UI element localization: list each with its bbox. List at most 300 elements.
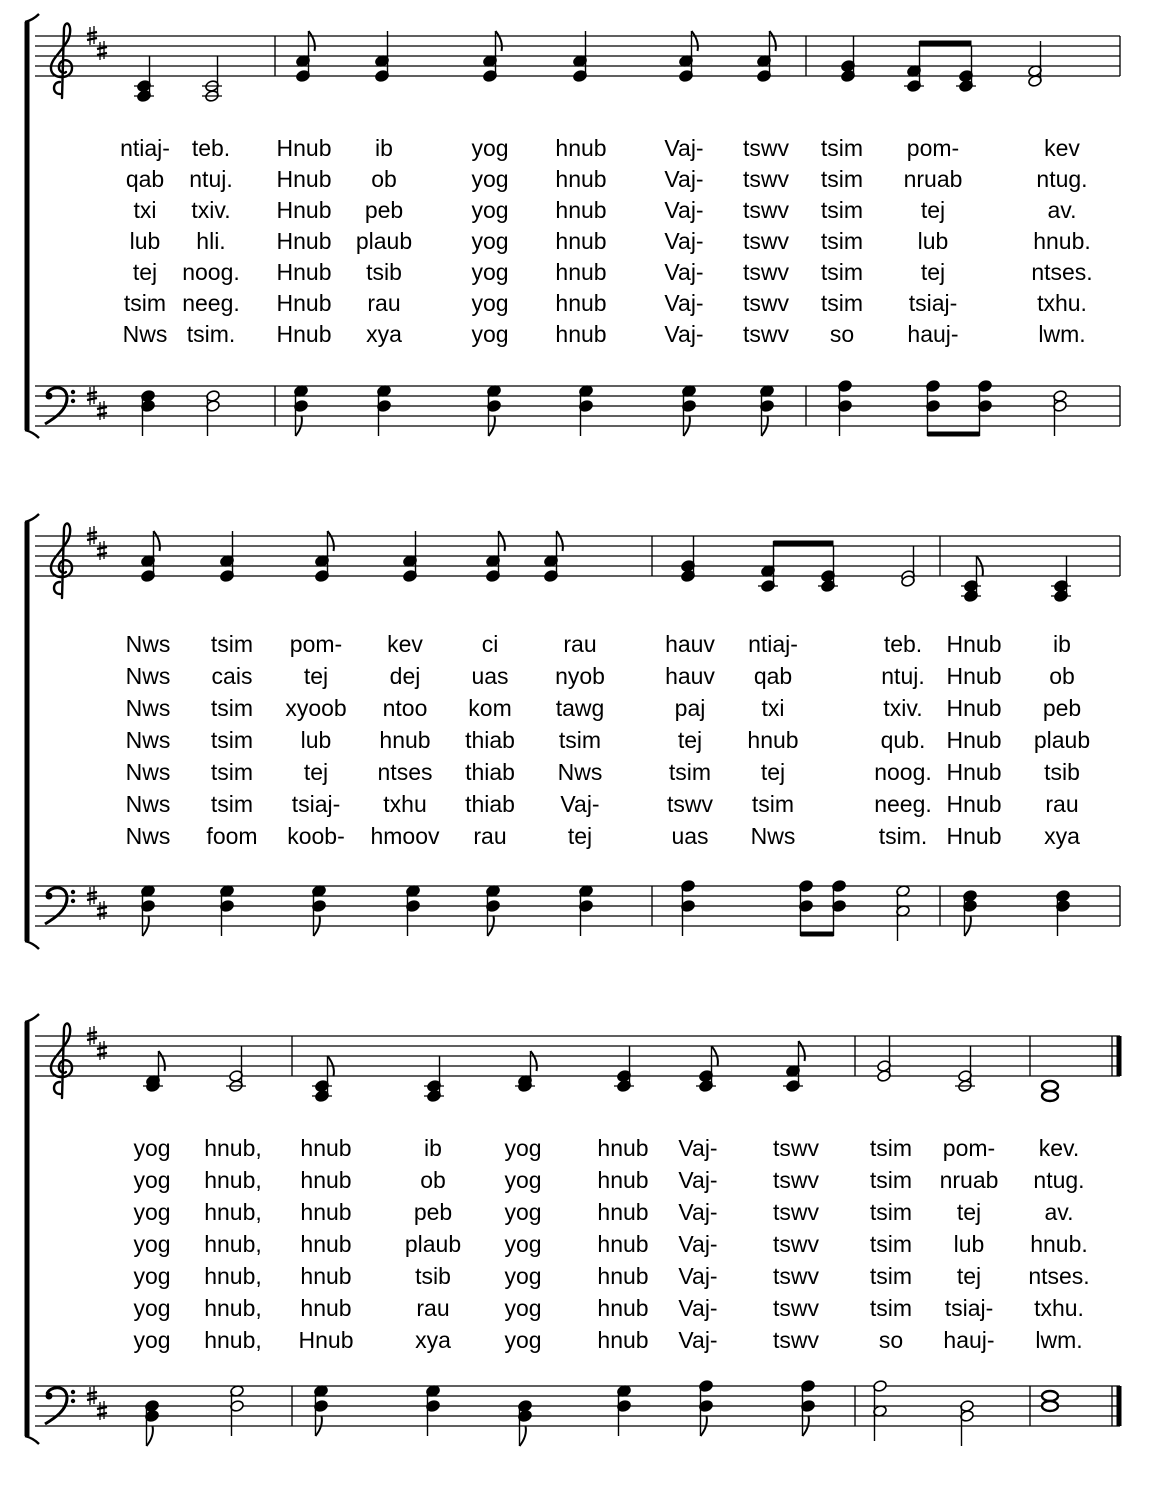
bass-clef-dot [46, 393, 53, 400]
lyric-syllable: tswv [773, 1231, 819, 1257]
lyric-syllable: uas [671, 823, 709, 849]
whole-note [1042, 1401, 1058, 1411]
bass-chord [206, 390, 221, 436]
bass-chord [960, 1400, 975, 1446]
sharp-icon [97, 1401, 107, 1420]
lyric-syllable: rau [563, 631, 597, 657]
lyric-syllable: hnub [597, 1167, 649, 1193]
lyric-syllable: ib [1053, 631, 1071, 657]
bass-chord [832, 880, 847, 936]
lyric-syllable: tsim [210, 791, 254, 817]
lyric-syllable: lub [917, 228, 949, 254]
treble-chord [783, 1041, 805, 1092]
lyric-syllable: lub [129, 228, 161, 254]
lyric-syllable: yog [133, 1135, 171, 1161]
lyric-syllable: yog [471, 228, 509, 254]
lyric-syllable: hnub [555, 228, 607, 254]
lyric-syllable: tsim [558, 727, 602, 753]
bass-chord [314, 1385, 329, 1436]
lyric-syllable: Hnub [276, 259, 332, 285]
bass-chord [518, 1400, 533, 1446]
whole-note [1042, 1091, 1058, 1101]
lyric-syllable: thiab [465, 727, 515, 753]
treble-chord [141, 531, 160, 582]
lyric-syllable: tswv [773, 1167, 819, 1193]
lyric-syllable: txiv. [191, 197, 231, 223]
lyric-syllable: neeg. [874, 791, 932, 817]
flag [692, 31, 698, 51]
lyric-syllable: peb [364, 197, 404, 223]
lyric-syllable: ntuj. [189, 166, 233, 192]
lyric-syllable: ntiaj- [120, 135, 170, 161]
lyric-syllable: yog [471, 166, 509, 192]
lyric-syllable: ntses. [1028, 1263, 1090, 1289]
lyric-syllable: hnub [555, 259, 607, 285]
lyric-syllable: plaub [355, 228, 413, 254]
lyric-syllable: lub [953, 1231, 985, 1257]
lyric-syllable: Vaj- [664, 290, 704, 316]
bass-chord [1053, 390, 1068, 436]
lyric-syllable: yog [471, 290, 509, 316]
lyric-syllable: Nws [125, 823, 171, 849]
lyric-syllable: Hnub [298, 1327, 354, 1353]
sharp-icon [97, 541, 107, 560]
bass-chord [926, 380, 941, 436]
treble-chord [573, 31, 588, 82]
lyric-syllable: tej [920, 259, 946, 285]
lyric-syllable: xya [415, 1327, 451, 1353]
lyric-syllable: noog. [874, 759, 932, 785]
lyric-syllable: txhu. [1037, 290, 1087, 316]
lyric-syllable: Nws [125, 791, 171, 817]
lyric-syllable: tsim [123, 290, 167, 316]
lyric-syllable: tswv [773, 1327, 819, 1353]
treble-chord [679, 31, 698, 82]
bass-staff [35, 886, 1120, 926]
lyric-syllable: ci [481, 631, 499, 657]
lyric-syllable: xyoob [285, 695, 347, 721]
lyric-syllable: tsiaj- [908, 290, 958, 316]
lyric-syllable: hmoov [370, 823, 440, 849]
lyric-syllable: ob [1049, 663, 1075, 689]
sharp-icon [97, 1041, 107, 1060]
lyric-syllable: ib [375, 135, 393, 161]
treble-chord [681, 536, 696, 582]
lyric-syllable: tswv [667, 791, 713, 817]
lyric-syllable: tsim [210, 695, 254, 721]
lyric-syllable: tsim [820, 228, 864, 254]
lyric-syllable: tsim [869, 1295, 913, 1321]
lyric-syllable: tsim [820, 290, 864, 316]
lyric-syllable: ntiaj- [748, 631, 798, 657]
bass-chord [801, 1380, 816, 1436]
lyric-syllable: nyob [555, 663, 605, 689]
lyric-syllable: teb. [191, 135, 231, 161]
lyric-syllable: tej [956, 1199, 982, 1225]
lyric-syllable: yog [133, 1263, 171, 1289]
lyric-syllable: Hnub [946, 791, 1002, 817]
sharp-icon [97, 401, 107, 420]
treble-chord [904, 41, 924, 92]
lyric-syllable: Vaj- [678, 1295, 718, 1321]
bass-clef-dot [71, 1399, 75, 1403]
bass-chord [294, 385, 309, 436]
lyric-syllable: Hnub [946, 695, 1002, 721]
treble-chord [841, 36, 856, 82]
lyric-syllable: hnub, [204, 1135, 262, 1161]
lyric-syllable: hnub [597, 1327, 649, 1353]
lyric-syllable: tswv [743, 166, 789, 192]
treble-staff [35, 1036, 1120, 1076]
lyric-syllable: hnub, [204, 1295, 262, 1321]
lyric-syllable: kom [468, 695, 512, 721]
lyric-syllable: rau [416, 1295, 450, 1321]
lyric-syllable: kev [1044, 135, 1080, 161]
lyric-syllable: pom- [289, 631, 343, 657]
lyric-syllable: hnub [555, 197, 607, 223]
lyric-syllable: tsib [415, 1263, 451, 1289]
lyric-syllable: Vaj- [664, 228, 704, 254]
flag [309, 31, 315, 51]
lyric-syllable: Vaj- [560, 791, 600, 817]
lyric-syllable: tswv [773, 1199, 819, 1225]
lyric-syllable: ntug. [1033, 1167, 1085, 1193]
lyric-syllable: hnub, [204, 1199, 262, 1225]
lyric-syllable: hnub [597, 1135, 649, 1161]
lyric-syllable: hnub [555, 290, 607, 316]
flag [531, 1051, 537, 1071]
lyric-syllable: Nws [557, 759, 603, 785]
flag [328, 531, 334, 551]
bass-chord [760, 385, 775, 436]
treble-chord [226, 1046, 246, 1092]
lyric-syllable: so [878, 1327, 904, 1353]
lyric-syllable: ntoo [382, 695, 428, 721]
bass-chord [145, 1400, 160, 1446]
lyric-syllable: yog [504, 1327, 542, 1353]
bass-chord [963, 890, 978, 936]
lyric-syllable: yog [504, 1231, 542, 1257]
lyric-syllable: Vaj- [678, 1135, 718, 1161]
lyric-syllable: Vaj- [664, 321, 704, 347]
treble-chord [143, 1051, 165, 1092]
sharp-icon [97, 41, 107, 60]
lyric-syllable: hnub, [204, 1263, 262, 1289]
bass-chord [896, 885, 911, 941]
lyric-syllable: tsim [869, 1199, 913, 1225]
lyric-syllable: Hnub [946, 631, 1002, 657]
lyric-syllable: hnub. [1033, 228, 1091, 254]
lyric-syllable: hnub. [1030, 1231, 1088, 1257]
lyric-syllable: tsiaj- [291, 791, 341, 817]
lyric-syllable: ntses [377, 759, 433, 785]
lyric-syllable: thiab [465, 791, 515, 817]
lyric-syllable: ob [420, 1167, 446, 1193]
lyric-syllable: thiab [465, 759, 515, 785]
treble-chord [955, 1046, 975, 1092]
bass-clef-dot [46, 1393, 53, 1400]
lyric-syllable: hli. [196, 228, 226, 254]
treble-chord [961, 556, 983, 602]
lyric-syllable: tsib [366, 259, 402, 285]
lyric-syllable: tsim [820, 135, 864, 161]
lyric-syllable: tsim [869, 1231, 913, 1257]
bass-chord [579, 385, 594, 436]
treble-chord [901, 546, 916, 587]
lyric-syllable: lub [300, 727, 332, 753]
treble-chord [134, 56, 154, 102]
lyric-syllable: tsim [820, 259, 864, 285]
treble-chord [515, 1051, 537, 1092]
lyric-syllable: koob- [287, 823, 345, 849]
bass-chord [617, 1385, 632, 1436]
lyric-syllable: tswv [743, 228, 789, 254]
lyric-syllable: hnub [555, 135, 607, 161]
treble-chord [1051, 556, 1071, 602]
lyric-syllable: tsim [869, 1263, 913, 1289]
lyric-syllable: txi [133, 197, 157, 223]
lyric-syllable: teb. [883, 631, 923, 657]
bass-clef-dot [71, 390, 75, 394]
lyric-syllable: hnub [300, 1295, 352, 1321]
lyric-syllable: tswv [743, 197, 789, 223]
bass-chord [873, 1380, 888, 1441]
lyric-syllable: hnub [300, 1167, 352, 1193]
lyric-syllable: uas [471, 663, 509, 689]
lyric-syllable: txhu. [1034, 1295, 1084, 1321]
lyric-syllable: hnub, [204, 1167, 262, 1193]
lyric-syllable: tsim. [186, 321, 236, 347]
treble-chord [403, 531, 418, 582]
lyric-syllable: Nws [125, 759, 171, 785]
lyric-syllable: Vaj- [678, 1199, 718, 1225]
lyric-syllable: yog [471, 321, 509, 347]
lyric-syllable: rau [1045, 791, 1079, 817]
lyric-syllable: yog [133, 1295, 171, 1321]
system-bracket [25, 14, 39, 438]
treble-chord [483, 31, 502, 82]
lyric-syllable: Nws [125, 663, 171, 689]
lyric-syllable: tej [303, 759, 329, 785]
lyric-syllable: Nws [125, 631, 171, 657]
bass-chord [312, 885, 327, 936]
lyric-syllable: tsim [668, 759, 712, 785]
treble-chord [375, 31, 390, 82]
treble-clef-path [51, 24, 72, 98]
bass-chord [487, 385, 502, 436]
treble-chord [544, 531, 563, 582]
lyric-syllable: hnub [555, 321, 607, 347]
lyric-syllable: tsim [869, 1167, 913, 1193]
bass-chord [799, 880, 814, 936]
treble-staff [35, 536, 1120, 576]
bass-chord [682, 385, 697, 436]
bass-chord [220, 885, 235, 936]
lyric-syllable: qab [753, 663, 793, 689]
bass-chord [230, 1385, 245, 1436]
bass-chord [699, 1380, 714, 1436]
flag [147, 1426, 153, 1446]
bass-chord [426, 1385, 441, 1436]
lyric-syllable: Vaj- [678, 1231, 718, 1257]
lyric-syllable: Hnub [946, 663, 1002, 689]
lyric-syllable: yog [471, 197, 509, 223]
treble-chord [486, 531, 505, 582]
lyric-syllable: tswv [773, 1263, 819, 1289]
lyric-syllable: nruab [903, 166, 963, 192]
lyric-syllable: Hnub [276, 228, 332, 254]
lyric-syllable: tej [956, 1263, 982, 1289]
lyric-syllable: Hnub [276, 197, 332, 223]
lyric-syllable: ob [371, 166, 397, 192]
lyric-syllable: tsim [210, 759, 254, 785]
lyric-syllable: Vaj- [664, 259, 704, 285]
lyric-syllable: yog [504, 1295, 542, 1321]
lyric-syllable: tswv [743, 259, 789, 285]
lyric-syllable: ntses. [1031, 259, 1093, 285]
treble-clef [51, 524, 72, 598]
bass-clef-dot [71, 399, 75, 403]
lyric-syllable: tsim [869, 1135, 913, 1161]
lyric-syllable: yog [471, 135, 509, 161]
lyric-syllable: qab [125, 166, 165, 192]
lyric-syllable: peb [1042, 695, 1082, 721]
lyric-syllable: tej [760, 759, 786, 785]
lyric-syllable: yog [133, 1231, 171, 1257]
lyric-syllable: hnub [300, 1199, 352, 1225]
lyric-syllable: rau [473, 823, 507, 849]
lyric-syllable: Vaj- [664, 135, 704, 161]
lyric-syllable: ntuj. [881, 663, 925, 689]
whole-note [1042, 1391, 1058, 1401]
lyric-syllable: Nws [750, 823, 796, 849]
lyric-syllable: Hnub [276, 135, 332, 161]
lyric-syllable: yog [504, 1263, 542, 1289]
lyric-syllable: cais [211, 663, 253, 689]
treble-chord [1042, 1081, 1058, 1101]
lyric-syllable: Nws [125, 727, 171, 753]
bass-chord [1042, 1391, 1058, 1411]
lyric-syllable: xya [366, 321, 402, 347]
treble-chord [202, 56, 222, 102]
bass-chord [681, 880, 696, 936]
treble-chord [312, 1056, 334, 1102]
flag [557, 531, 563, 551]
lyric-syllable: yog [471, 259, 509, 285]
lyric-syllable: hnub [747, 727, 799, 753]
lyric-syllable: tej [920, 197, 946, 223]
lyric-syllable: hnub [597, 1199, 649, 1225]
whole-note [1042, 1081, 1058, 1091]
lyric-syllable: Nws [125, 695, 171, 721]
bass-staff [35, 1386, 1120, 1426]
lyric-syllable: pom- [906, 135, 960, 161]
lyric-syllable: hnub [555, 166, 607, 192]
lyric-syllable: yog [504, 1167, 542, 1193]
bass-chord [579, 885, 594, 936]
lyric-syllable: hauj- [943, 1327, 995, 1353]
bass-chord [377, 385, 392, 436]
lyric-syllable: rau [367, 290, 401, 316]
lyric-syllable: hnub [300, 1231, 352, 1257]
lyric-syllable: hauv [665, 663, 715, 689]
treble-clef-path [51, 1024, 72, 1098]
lyric-syllable: Vaj- [664, 166, 704, 192]
lyric-syllable: lwm. [1038, 321, 1086, 347]
lyric-syllable: Hnub [276, 166, 332, 192]
treble-chord [877, 1036, 892, 1082]
lyric-syllable: dej [389, 663, 421, 689]
lyric-syllable: noog. [182, 259, 240, 285]
bass-chord [141, 390, 156, 436]
treble-chord [696, 1046, 718, 1092]
lyric-syllable: tsim [820, 166, 864, 192]
treble-chord [956, 46, 976, 92]
lyric-syllable: foom [206, 823, 258, 849]
treble-chord [1028, 41, 1043, 87]
bass-chord [838, 380, 853, 436]
lyric-syllable: hauj- [907, 321, 959, 347]
bass-clef-dot [71, 1390, 75, 1394]
lyric-syllable: paj [674, 695, 706, 721]
treble-clef [51, 1024, 72, 1098]
bass-chord [141, 885, 156, 936]
lyric-syllable: tswv [773, 1295, 819, 1321]
lyric-syllable: Hnub [946, 823, 1002, 849]
lyric-syllable: Vaj- [678, 1327, 718, 1353]
lyric-syllable: hnub [379, 727, 431, 753]
lyric-syllable: yog [133, 1167, 171, 1193]
flag [520, 1426, 526, 1446]
lyric-syllable: kev. [1038, 1135, 1080, 1161]
lyric-syllable: hnub [300, 1263, 352, 1289]
lyric-syllable: Vaj- [664, 197, 704, 223]
lyric-syllable: tsim [751, 791, 795, 817]
bass-clef-dot [46, 893, 53, 900]
lyric-syllable: txhu [383, 791, 427, 817]
lyric-syllable: tawg [555, 695, 605, 721]
treble-chord [424, 1056, 444, 1102]
lyric-syllable: txiv. [883, 695, 923, 721]
lyric-syllable: hnub [597, 1295, 649, 1321]
lyric-syllable: xya [1044, 823, 1080, 849]
bass-clef-dot [71, 899, 75, 903]
lyric-syllable: ntug. [1036, 166, 1088, 192]
lyric-syllable: Hnub [276, 321, 332, 347]
lyric-syllable: plaub [1033, 727, 1091, 753]
flag [499, 531, 505, 551]
sharp-icon [97, 901, 107, 920]
treble-clef [51, 24, 72, 98]
treble-chord [220, 531, 235, 582]
bass-clef-dot [71, 890, 75, 894]
lyric-syllable: nruab [939, 1167, 999, 1193]
lyric-syllable: hnub [597, 1263, 649, 1289]
lyric-syllable: Hnub [276, 290, 332, 316]
system-bracket [25, 1014, 39, 1444]
lyric-syllable: yog [504, 1199, 542, 1225]
lyric-syllable: Vaj- [678, 1167, 718, 1193]
lyric-syllable: Hnub [946, 727, 1002, 753]
bass-chord [978, 380, 993, 436]
lyric-syllable: so [829, 321, 855, 347]
lyric-syllable: txi [761, 695, 785, 721]
lyric-syllable: tsib [1044, 759, 1080, 785]
lyric-syllable: tej [677, 727, 703, 753]
lyric-syllable: yog [504, 1135, 542, 1161]
treble-chord [757, 31, 776, 82]
lyric-syllable: tsim [210, 727, 254, 753]
